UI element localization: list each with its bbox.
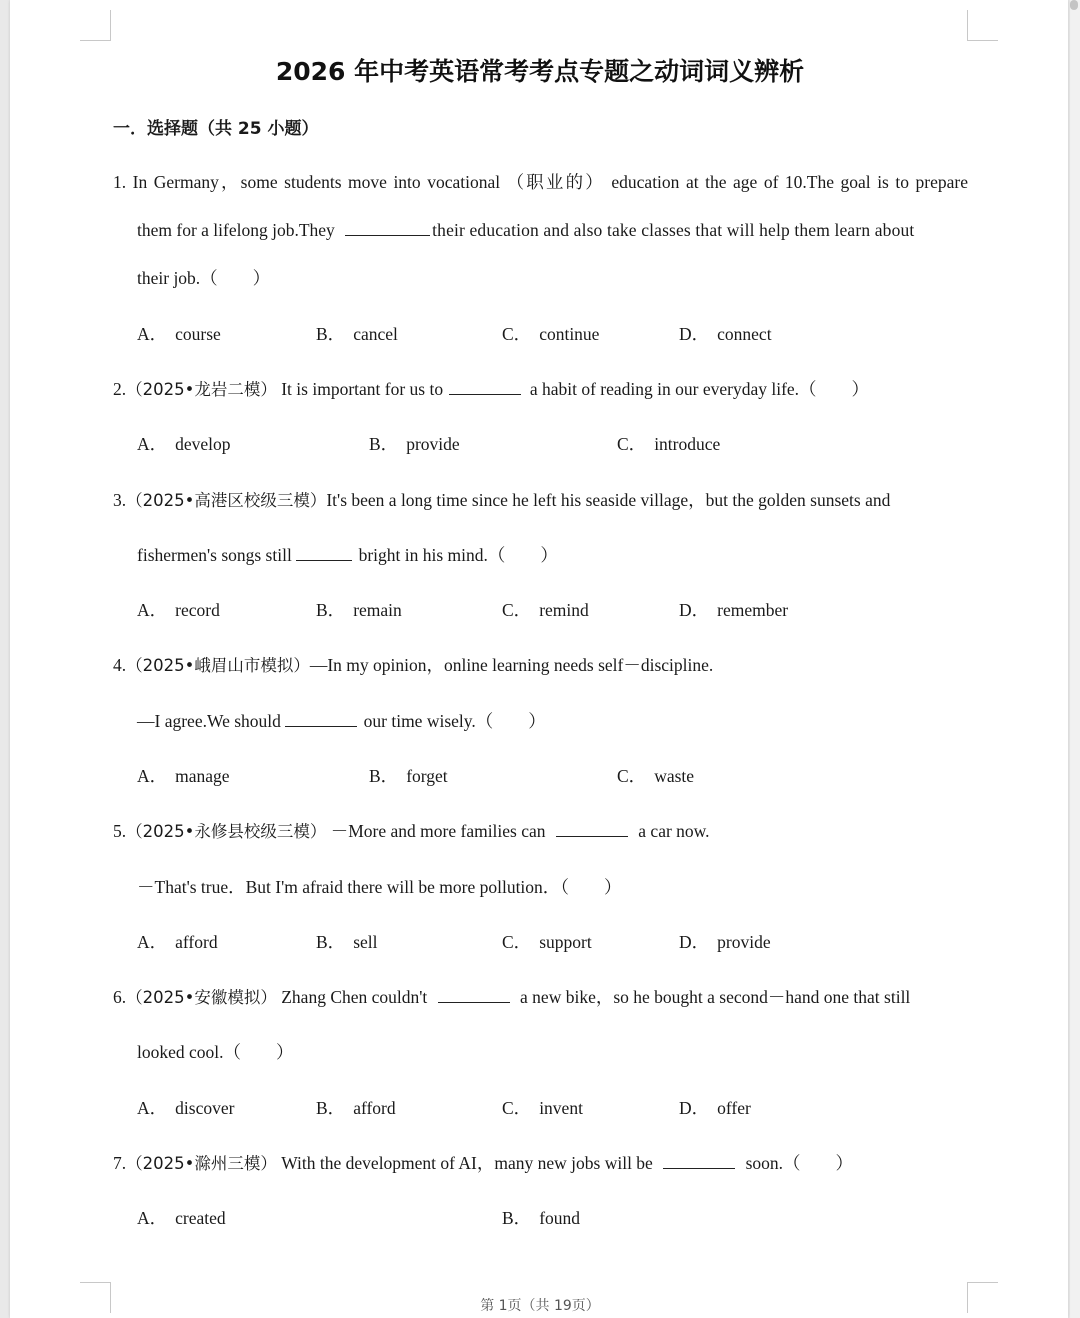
q1-option-a: A． course (137, 324, 221, 344)
q4-text-line2b: our time wisely.（ ） (363, 711, 546, 731)
q2-blank (449, 377, 521, 395)
q5-text-line2: －That's true．But I'm afraid there will be more pollution．（ ） (137, 877, 622, 897)
q6-text-line1a: Zhang Chen couldn't (281, 987, 428, 1007)
q4-text-line1: —In my opinion，online learning needs self－discipline. (309, 655, 714, 675)
q7-text-line1a: With the development of AI，many new jobs will be (281, 1153, 653, 1173)
q7-number: 7. (113, 1153, 127, 1173)
q6-option-d: D． offer (679, 1098, 751, 1118)
q6-source: （2025•安徽模拟） (126, 988, 277, 1007)
q1-option-c: C． continue (502, 324, 600, 344)
page-title: 2026 年中考英语常考考点专题之动词词义辨析 (275, 57, 805, 86)
q4-text-line2a: —I agree.We should (137, 711, 281, 731)
q2-text-a: It is important for us to (281, 379, 444, 399)
q7-option-b: B． found (502, 1208, 581, 1228)
q1-option-d: D． connect (679, 324, 772, 344)
q7-option-a: A． created (137, 1208, 226, 1228)
q4-option-c: C． waste (617, 766, 695, 786)
crop-mark-top-left (80, 10, 111, 41)
q3-text-line1: It's been a long time since he left his seaside village，but the golden sunsets and (326, 490, 891, 510)
crop-mark-top-right (967, 10, 998, 41)
q5-option-b: B． sell (316, 932, 378, 952)
q3-option-b: B． remain (316, 600, 402, 620)
q4-number: 4. (113, 655, 127, 675)
q2-line1 (113, 377, 869, 402)
q5-blank (556, 819, 628, 837)
q3-text-line2a: fishermen's songs still (137, 545, 292, 565)
q4-option-a: A． manage (137, 766, 230, 786)
q7-source: （2025•滁州三模） (126, 1154, 277, 1173)
q6-number: 6. (113, 987, 127, 1007)
q2-number: 2. (113, 379, 127, 399)
q5-option-a: A． afford (137, 932, 218, 952)
q6-blank (438, 985, 510, 1003)
q1-text-line3: their job.（ ） (137, 268, 271, 288)
q4-option-b: B． forget (369, 766, 448, 786)
q5-source: （2025•永修县校级三模） (126, 822, 327, 841)
q2-option-a: A． develop (137, 434, 231, 454)
scrollbar-track[interactable] (1070, 0, 1080, 1318)
q3-option-d: D． remember (679, 600, 789, 620)
q6-option-a: A． discover (137, 1098, 235, 1118)
q2-source: （2025•龙岩二模） (126, 380, 277, 399)
q1-text-line2b: their education and also take classes that will help them learn about (432, 220, 915, 240)
q1-option-b: B． cancel (316, 324, 398, 344)
q6-text-line1b: a new bike，so he bought a second－hand one that still (520, 987, 911, 1007)
q6-line1 (113, 985, 968, 1010)
q4-line1 (113, 653, 713, 678)
q6-option-c: C． invent (502, 1098, 583, 1118)
q5-text-line1b: a car now. (638, 821, 710, 841)
q5-option-d: D． provide (679, 932, 771, 952)
q2-option-c: C． introduce (617, 434, 721, 454)
q3-option-c: C． remind (502, 600, 589, 620)
section-heading: 一．选择题（共 25 小题） (113, 119, 319, 139)
q3-number: 3. (113, 490, 127, 510)
q5-number: 5. (113, 821, 127, 841)
q4-line2 (137, 709, 546, 733)
q2-option-b: B． provide (369, 434, 460, 454)
q5-text-line1a: －More and more families can (330, 821, 546, 841)
q5-line1 (113, 819, 710, 844)
q7-blank (663, 1151, 735, 1169)
q1-text-line1: In Germany，some students move into vocational （职业的） education at the age of 10.The goal is to prepare (132, 172, 968, 192)
q2-text-b: a habit of reading in our everyday life.（ ） (529, 379, 870, 399)
q3-text-line2b: bright in his mind.（ ） (358, 545, 558, 565)
q1-line1 (113, 170, 968, 194)
q3-blank (296, 543, 352, 561)
q4-blank (285, 709, 357, 727)
q1-text-line2a: them for a lifelong job.They (137, 220, 335, 240)
q5-option-c: C． support (502, 932, 592, 952)
q7-text-line1b: soon.（ ） (745, 1153, 854, 1173)
q3-line1 (113, 488, 968, 513)
q4-source: （2025•峨眉山市模拟） (126, 656, 310, 675)
q3-line2 (137, 543, 558, 567)
page-footer: 第 1页（共 19页） (480, 1298, 600, 1314)
q1-line2 (137, 218, 967, 242)
q3-option-a: A． record (137, 600, 220, 620)
q6-text-line2: looked cool.（ ） (137, 1042, 294, 1062)
scrollbar-thumb[interactable] (1070, 0, 1078, 10)
q6-option-b: B． afford (316, 1098, 396, 1118)
q1-blank (345, 218, 430, 236)
q3-source: （2025•高港区校级三模） (126, 491, 327, 510)
q1-number: 1. (113, 172, 127, 192)
q7-line1 (113, 1151, 853, 1176)
